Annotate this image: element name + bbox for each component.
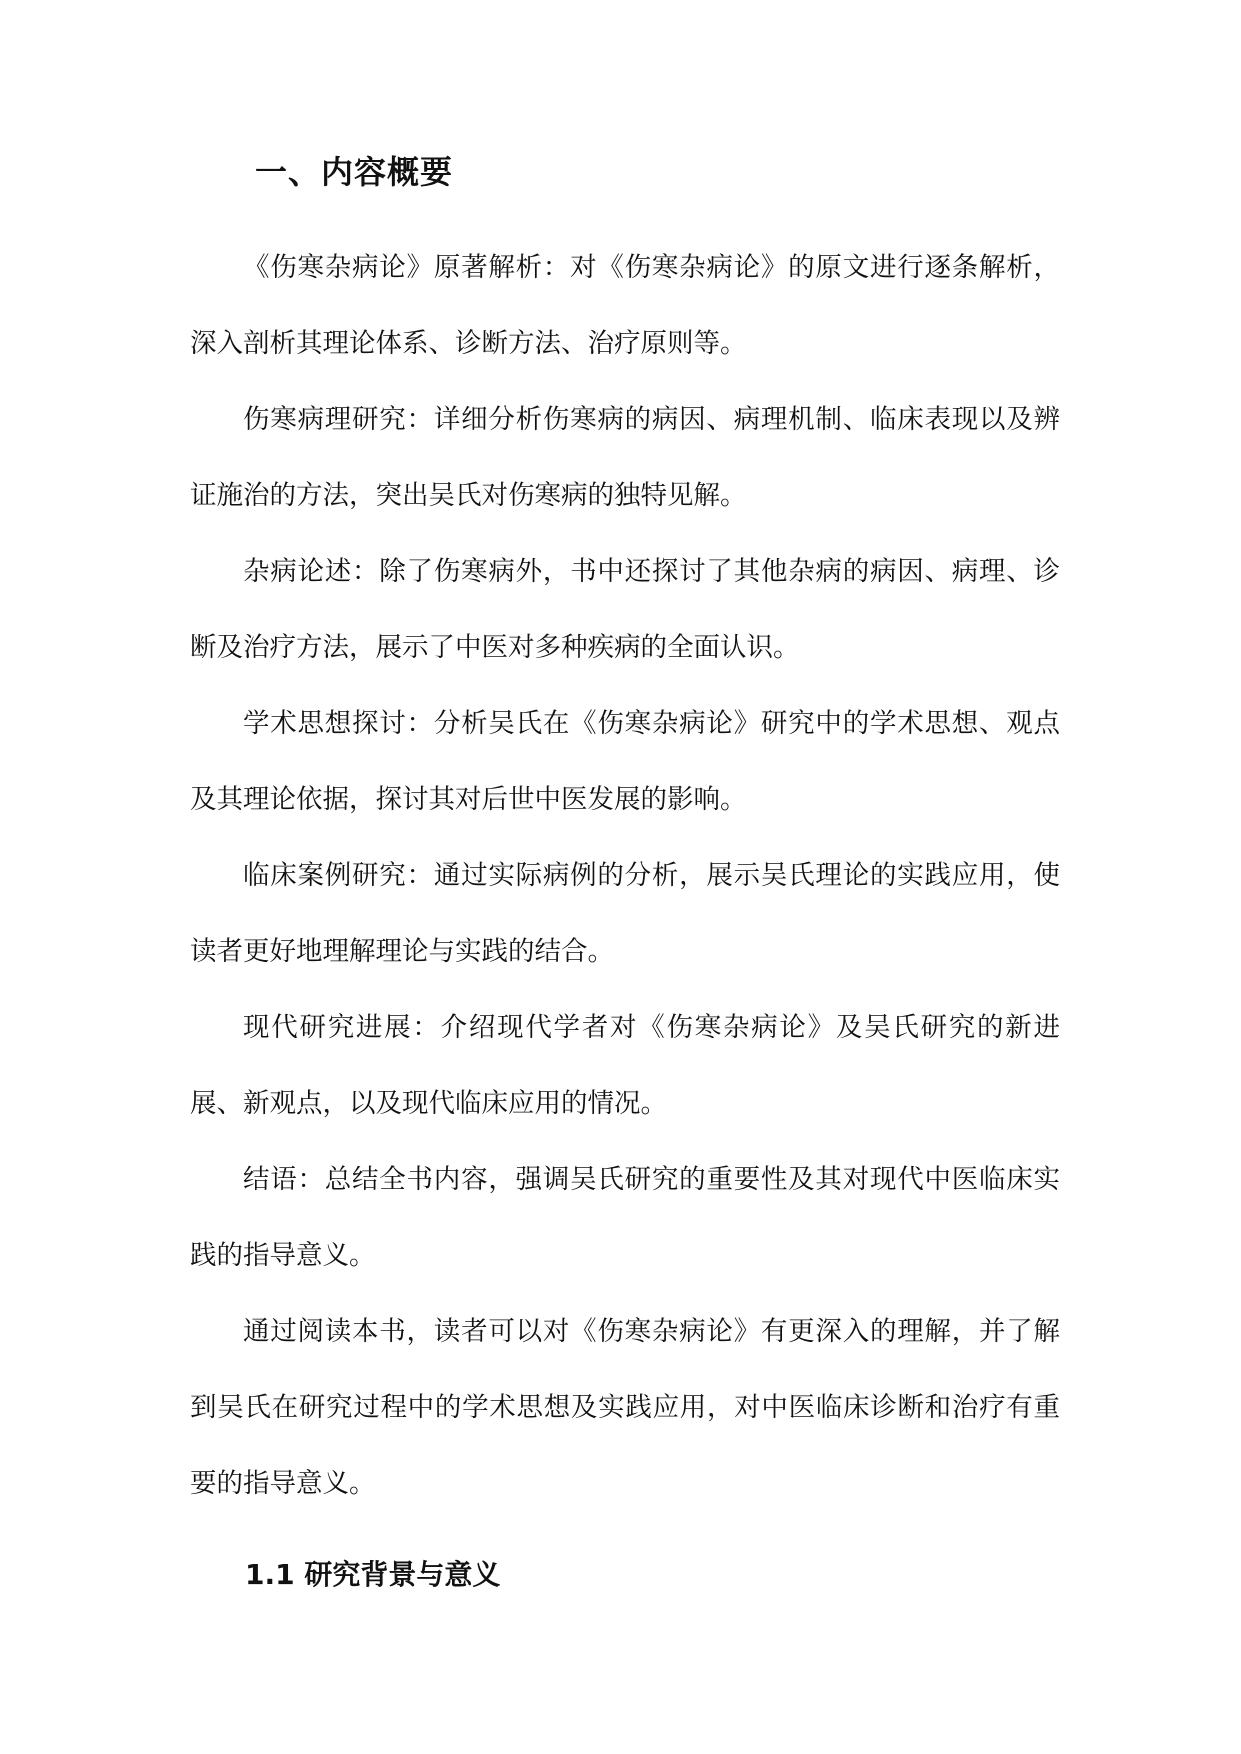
body-text [190,230,1060,1522]
paragraph: 《伤寒杂病论》原著解析：对《伤寒杂病论》的原文进行逐条解析，深入剖析其理论体系、诊断方法、治疗原则等。 [190,252,1060,359]
subsection-heading: 1.1 研究背景与意义 [245,1558,501,1591]
paragraph: 现代研究进展：介绍现代学者对《伤寒杂病论》及吴氏研究的新进展、新观点，以及现代临床应用的情况。 [190,1012,1060,1119]
section-heading: 一、内容概要 [255,153,454,191]
paragraph: 结语：总结全书内容，强调吴氏研究的重要性及其对现代中医临床实践的指导意义。 [190,1164,1060,1271]
paragraph: 通过阅读本书，读者可以对《伤寒杂病论》有更深入的理解，并了解到吴氏在研究过程中的学术思想及实践应用，对中医临床诊断和治疗有重要的指导意义。 [190,1316,1060,1499]
paragraph: 临床案例研究：通过实际病例的分析，展示吴氏理论的实践应用，使读者更好地理解理论与实践的结合。 [190,860,1060,967]
paragraph: 杂病论述：除了伤寒病外，书中还探讨了其他杂病的病因、病理、诊断及治疗方法，展示了中医对多种疾病的全面认识。 [190,556,1060,663]
paragraph: 伤寒病理研究：详细分析伤寒病的病因、病理机制、临床表现以及辨证施治的方法，突出吴氏对伤寒病的独特见解。 [190,404,1060,511]
paragraph: 学术思想探讨：分析吴氏在《伤寒杂病论》研究中的学术思想、观点及其理论依据，探讨其对后世中医发展的影响。 [190,708,1060,815]
